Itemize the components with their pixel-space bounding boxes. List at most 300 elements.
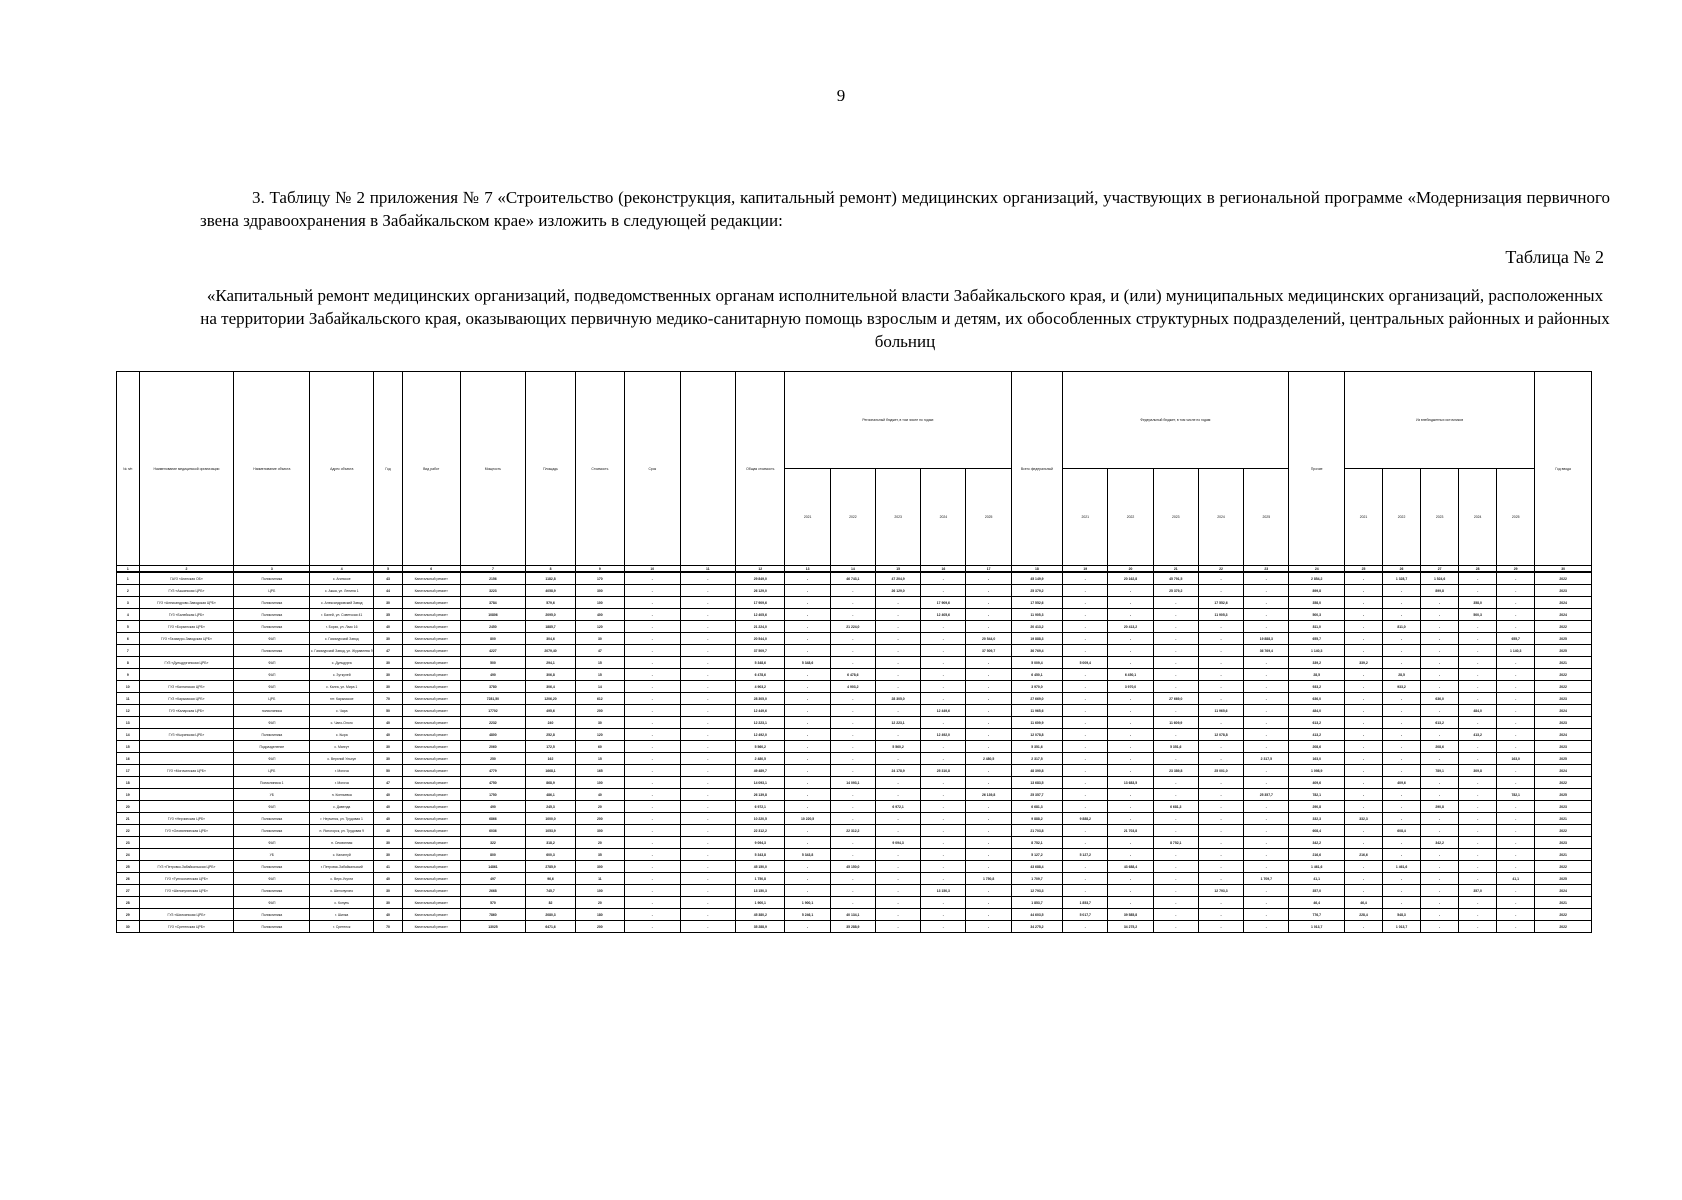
table-cell: - [1063, 825, 1108, 837]
table-cell: Капитальный ремонт [402, 741, 460, 753]
table-cell: - [1421, 909, 1459, 921]
table-cell: - [1153, 609, 1198, 621]
table-cell: 413,2 [1289, 729, 1345, 741]
table-cell: 6 450,1 [1108, 669, 1153, 681]
table-cell: - [1421, 753, 1459, 765]
table-cell: 12 793,3 [1198, 885, 1243, 897]
table-cell: - [921, 693, 966, 705]
table-cell: - [966, 572, 1011, 585]
table-cell: - [1063, 837, 1108, 849]
table-cell: - [1244, 621, 1289, 633]
table-cell: 35 288,9 [830, 921, 875, 933]
table-cell: 12 449,6 [736, 705, 785, 717]
table-cell: Капитальный ремонт [402, 645, 460, 657]
table-cell: 484,0 [1459, 705, 1497, 717]
table-cell: - [830, 645, 875, 657]
table-cell: - [1108, 741, 1153, 753]
table-cell: - [1063, 645, 1108, 657]
table-cell: - [1497, 597, 1535, 609]
table-row [117, 657, 1592, 669]
table-cell: с. Калга, ул. Мира 1 [310, 681, 374, 693]
table-cell: 21 224,0 [736, 621, 785, 633]
table-cell: - [1383, 657, 1421, 669]
table-row [117, 885, 1592, 897]
data-table [116, 371, 1592, 933]
table-cell: - [1383, 837, 1421, 849]
table-cell [139, 669, 234, 681]
table-cell: 357,0 [1459, 885, 1497, 897]
table-cell: с. Копунь [310, 897, 374, 909]
table-cell: 11 [117, 693, 140, 705]
table-cell: Капитальный ремонт [402, 885, 460, 897]
table-cell: 16 [117, 753, 140, 765]
table-cell: 30 [575, 633, 624, 645]
table-cell: - [966, 741, 1011, 753]
table-cell: - [1459, 717, 1497, 729]
table-cell: - [625, 909, 681, 921]
table-cell: 30 [374, 681, 403, 693]
table-cell: 1 853,7 [1063, 897, 1108, 909]
table-cell: 30 [374, 597, 403, 609]
table-cell: 933,2 [1289, 681, 1345, 693]
table-cell: - [1244, 572, 1289, 585]
table-cell: - [625, 837, 681, 849]
table-cell: - [1459, 837, 1497, 849]
table-cell: ГУЗ «Сретенская ЦРБ» [139, 921, 234, 933]
table-cell: - [1244, 585, 1289, 597]
table-cell: - [966, 825, 1011, 837]
table-cell: 9 888,2 [1063, 813, 1108, 825]
table-cell: - [966, 717, 1011, 729]
table-cell: с. Чара [310, 705, 374, 717]
table-cell: Поликлиника [234, 609, 310, 621]
table-cell: - [1459, 645, 1497, 657]
table-cell: - [1459, 669, 1497, 681]
table-cell: - [1198, 825, 1243, 837]
table-row [117, 921, 1592, 933]
table-cell: 40 [575, 789, 624, 801]
table-cell: - [966, 681, 1011, 693]
table-cell: поликлиника [234, 705, 310, 717]
table-cell: 17 552,6 [1011, 597, 1062, 609]
table-cell: 25 379,2 [1153, 585, 1198, 597]
table-cell: 50 [374, 705, 403, 717]
header-group-other: Из внебюджетных источников [1344, 372, 1534, 469]
table-cell: Капитальный ремонт [402, 813, 460, 825]
table-cell: 30 [575, 717, 624, 729]
table-cell: - [1063, 609, 1108, 621]
table-cell: - [1108, 729, 1153, 741]
table-cell: 25 357,7 [1011, 789, 1062, 801]
table-cell: - [1153, 921, 1198, 933]
table-cell: - [1244, 777, 1289, 789]
table-cell: 782,1 [1289, 789, 1345, 801]
header-year-cell: 2025 [1497, 469, 1535, 566]
table-cell: 21 703,8 [1011, 825, 1062, 837]
table-cell: 1 900,1 [736, 897, 785, 909]
table-cell: - [1153, 597, 1198, 609]
table-cell: 2022 [1535, 572, 1592, 585]
page-number: 9 [836, 86, 846, 105]
table-cell: - [875, 669, 920, 681]
table-cell: - [1108, 765, 1153, 777]
table-cell: 500,3 [1459, 609, 1497, 621]
table-cell: 358,0 [1289, 597, 1345, 609]
table-cell: 34 275,2 [1108, 921, 1153, 933]
table-cell: 10806 [460, 609, 526, 621]
table-cell: - [1344, 801, 1382, 813]
table-cell: - [875, 681, 920, 693]
table-cell: 12 078,8 [1011, 729, 1062, 741]
table-cell: - [1063, 921, 1108, 933]
table-cell [139, 753, 234, 765]
table-cell: 570 [460, 897, 526, 909]
table-cell: - [875, 729, 920, 741]
table-cell: 5 017,7 [1063, 909, 1108, 921]
table-cell: 2024 [1535, 597, 1592, 609]
table-cell: 23 [117, 837, 140, 849]
table-cell: - [966, 849, 1011, 861]
table-cell: УБ [234, 849, 310, 861]
table-cell: - [1344, 837, 1382, 849]
table-cell: 41 [374, 861, 403, 873]
table-cell: - [1344, 585, 1382, 597]
table-cell: - [1383, 849, 1421, 861]
table-cell: - [1421, 609, 1459, 621]
table-cell: - [680, 657, 736, 669]
table-cell: - [1198, 921, 1243, 933]
table-cell: 40 [374, 801, 403, 813]
table-cell: 5 [117, 621, 140, 633]
table-cell: 250 [460, 753, 526, 765]
table-cell: - [1344, 693, 1382, 705]
table-cell: Поликлиника [234, 885, 310, 897]
table-cell: - [625, 873, 681, 885]
table-cell: - [1108, 597, 1153, 609]
table-cell: - [1244, 681, 1289, 693]
table-cell: - [1459, 897, 1497, 909]
table-cell: - [1063, 693, 1108, 705]
column-number: 9 [575, 566, 624, 573]
table-cell: - [1421, 777, 1459, 789]
table-cell: п. Оловянная [310, 837, 374, 849]
table-cell: - [1344, 921, 1382, 933]
table-cell: 4 [117, 609, 140, 621]
table-cell: Капитальный ремонт [402, 705, 460, 717]
table-cell: 490 [460, 669, 526, 681]
table-cell: - [1383, 801, 1421, 813]
table-cell: 5 009,4 [1063, 657, 1108, 669]
table-cell: - [785, 585, 830, 597]
table-cell: - [1063, 873, 1108, 885]
table-cell: ЦРБ [234, 585, 310, 597]
table-cell: 40 134,1 [830, 909, 875, 921]
column-number: 2 [139, 566, 234, 573]
table-cell [139, 837, 234, 849]
table-cell: с. Дульдурга [310, 657, 374, 669]
table-cell: - [785, 765, 830, 777]
table-cell: 15 [575, 753, 624, 765]
column-number: 15 [875, 566, 920, 573]
table-cell: 6 450,1 [1011, 669, 1062, 681]
table-cell: - [1198, 897, 1243, 909]
table-cell: 332,3 [1344, 813, 1382, 825]
table-cell: Подразделение [234, 741, 310, 753]
table-cell: - [921, 585, 966, 597]
table-cell: 2450 [460, 621, 526, 633]
table-cell: - [680, 633, 736, 645]
table-cell: 8 752,1 [1153, 837, 1198, 849]
table-cell: 70 [374, 921, 403, 933]
table-cell: 6 972,1 [875, 801, 920, 813]
table-cell: - [830, 801, 875, 813]
table-cell: ГУЗ «Александрово-Заводская ЦРБ» [139, 597, 234, 609]
table-cell: - [921, 813, 966, 825]
table-cell: 200 [575, 705, 624, 717]
table-cell: - [875, 813, 920, 825]
table-cell: ГУЗ «Каларская ЦРБ» [139, 705, 234, 717]
table-cell: - [680, 729, 736, 741]
table-cell: 208,6 [1289, 741, 1345, 753]
table-row [117, 681, 1592, 693]
table-cell: - [830, 813, 875, 825]
table-cell: - [1421, 825, 1459, 837]
table-cell: 9 [117, 669, 140, 681]
table-cell: - [625, 621, 681, 633]
column-number: 22 [1198, 566, 1243, 573]
column-number: 7 [460, 566, 526, 573]
table-cell: г. Могоча [310, 765, 374, 777]
table-cell: 6 478,6 [736, 669, 785, 681]
table-cell: - [680, 693, 736, 705]
table-cell: - [1459, 801, 1497, 813]
table-cell: 495,6 [526, 705, 575, 717]
table-cell: 2022 [1535, 909, 1592, 921]
table-cell: ФАП [234, 633, 310, 645]
table-cell: - [680, 585, 736, 597]
table-cell: - [966, 621, 1011, 633]
table-cell: 4058,9 [526, 585, 575, 597]
table-cell: 789,1 [1421, 765, 1459, 777]
table-cell: - [1244, 729, 1289, 741]
table-cell: 11 965,6 [1011, 705, 1062, 717]
table-cell: - [1344, 717, 1382, 729]
table-cell: 933,2 [1383, 681, 1421, 693]
table-cell: - [1421, 873, 1459, 885]
table-cell: - [1063, 801, 1108, 813]
table-cell: - [1497, 585, 1535, 597]
table-cell: - [875, 645, 920, 657]
table-cell: 40 [374, 729, 403, 741]
table-cell: 12 449,6 [921, 705, 966, 717]
table-cell: - [921, 669, 966, 681]
table-cell: 2022 [1535, 669, 1592, 681]
table-cell: - [1108, 897, 1153, 909]
table-cell: 240 [526, 717, 575, 729]
table-cell: - [680, 861, 736, 873]
table-cell: 26 139,8 [966, 789, 1011, 801]
table-cell: - [1198, 849, 1243, 861]
table-cell: - [680, 609, 736, 621]
table-cell: - [1497, 717, 1535, 729]
table-cell: - [625, 861, 681, 873]
table-cell: 1 328,7 [1383, 572, 1421, 585]
table-cell: 6036 [460, 825, 526, 837]
table-cell: - [1108, 753, 1153, 765]
table-cell: - [1153, 729, 1198, 741]
table-cell: - [1108, 705, 1153, 717]
table-cell: - [1198, 681, 1243, 693]
table-cell: ГУЗ «Оловяннинская ЦРБ» [139, 825, 234, 837]
table-cell: 49 489,7 [736, 765, 785, 777]
table-cell: 30 [374, 633, 403, 645]
table-cell: - [1244, 861, 1289, 873]
table-cell: 2023 [1535, 837, 1592, 849]
table-cell: - [1344, 789, 1382, 801]
table-cell: 294,1 [526, 657, 575, 669]
table-cell: - [830, 609, 875, 621]
header-year-cell: 2025 [1244, 469, 1289, 566]
table-cell: - [1198, 693, 1243, 705]
table-cell: - [785, 693, 830, 705]
table-cell: Поликлиника [234, 645, 310, 657]
table-cell: 2 317,5 [1244, 753, 1289, 765]
table-cell: 342,2 [1421, 837, 1459, 849]
table-cell: - [1153, 873, 1198, 885]
table-cell: - [1383, 609, 1421, 621]
table-cell: 2023 [1535, 741, 1592, 753]
table-cell: 7860 [460, 909, 526, 921]
table-cell: - [875, 849, 920, 861]
table-cell: - [625, 753, 681, 765]
table-cell: - [1198, 741, 1243, 753]
table-cell: - [625, 693, 681, 705]
table-cell: Капитальный ремонт [402, 717, 460, 729]
table-cell: 28,5 [1289, 669, 1345, 681]
table-cell: 26 129,0 [736, 585, 785, 597]
table-cell: Поликлиника [234, 825, 310, 837]
table-cell: Капитальный ремонт [402, 633, 460, 645]
table-cell: - [1459, 657, 1497, 669]
table-cell: ФАП [234, 873, 310, 885]
table-cell: - [830, 597, 875, 609]
table-cell: - [1063, 741, 1108, 753]
table-cell: 2022 [1535, 621, 1592, 633]
table-cell: - [1459, 741, 1497, 753]
table-cell: 655,7 [1497, 633, 1535, 645]
table-row [117, 789, 1592, 801]
table-cell: - [1344, 572, 1382, 585]
table-cell: - [625, 729, 681, 741]
header-year-cell: 2024 [1459, 469, 1497, 566]
table-cell: 12 405,6 [736, 609, 785, 621]
table-cell: 40 [374, 813, 403, 825]
table-cell: - [1383, 741, 1421, 753]
table-cell: 10 [117, 681, 140, 693]
table-cell: 60 [575, 741, 624, 753]
table-cell: 745,7 [526, 885, 575, 897]
table-cell: 612 [575, 693, 624, 705]
table-cell: - [680, 753, 736, 765]
table-cell: - [875, 897, 920, 909]
table-cell: - [921, 837, 966, 849]
table-cell [139, 645, 234, 657]
header-year-cell: 2021 [1344, 469, 1382, 566]
table-cell: 2025 [1535, 873, 1592, 885]
table-cell: - [1344, 633, 1382, 645]
table-cell: - [1421, 645, 1459, 657]
table-cell: 45 380,2 [736, 909, 785, 921]
table-label: Таблица № 2 [1505, 247, 1604, 267]
table-cell: - [785, 789, 830, 801]
table-cell: с. Калангуй [310, 849, 374, 861]
column-number: 19 [1063, 566, 1108, 573]
table-cell: 318,2 [526, 837, 575, 849]
table-cell: 27 669,0 [1153, 693, 1198, 705]
table-cell: - [1244, 741, 1289, 753]
table-cell: 96,6 [526, 873, 575, 885]
table-cell: - [966, 861, 1011, 873]
table-cell: 11 609,9 [1011, 717, 1062, 729]
table-row [117, 837, 1592, 849]
table-cell: 600,3 [526, 849, 575, 861]
table-cell: ГАУЗ «Агинская ОБ» [139, 572, 234, 585]
table-cell: 25 357,7 [1244, 789, 1289, 801]
table-cell: 20 544,0 [966, 633, 1011, 645]
table-cell: - [1459, 873, 1497, 885]
table-cell: - [1459, 693, 1497, 705]
table-cell: 120 [575, 729, 624, 741]
table-cell: 899,8 [1289, 585, 1345, 597]
table-cell: 5 560,2 [875, 741, 920, 753]
table-cell: - [966, 885, 1011, 897]
table-cell: ФАП [234, 669, 310, 681]
table-cell: - [875, 825, 920, 837]
table-cell: - [1497, 681, 1535, 693]
table-cell: - [1459, 849, 1497, 861]
table-cell: - [1198, 585, 1243, 597]
table-cell: 1 013,7 [1289, 921, 1345, 933]
table-cell: 35 [575, 849, 624, 861]
table-cell: 12 793,3 [1011, 885, 1062, 897]
table-cell: 2025 [1535, 633, 1592, 645]
table-cell: 30 [374, 897, 403, 909]
table-cell: 13 683,5 [1011, 777, 1062, 789]
table-cell: 30 [374, 837, 403, 849]
table-cell: 162 [526, 753, 575, 765]
table-cell: Капитальный ремонт [402, 585, 460, 597]
table-cell: Поликлиника [234, 621, 310, 633]
table-cell: с. Газимурский Завод [310, 633, 374, 645]
table-cell: - [785, 861, 830, 873]
table-cell: г. Борзя, ул. Лазо 16 [310, 621, 374, 633]
table-cell: - [1153, 705, 1198, 717]
header-total: Общая стоимость [736, 372, 785, 566]
column-number: 12 [736, 566, 785, 573]
table-cell: 216,6 [1344, 849, 1382, 861]
table-cell: 409,6 [1289, 777, 1345, 789]
table-cell: 27 669,0 [1011, 693, 1062, 705]
column-number: 24 [1289, 566, 1345, 573]
table-cell: - [1344, 765, 1382, 777]
table-cell: - [1421, 657, 1459, 669]
table-cell: 5 127,2 [1011, 849, 1062, 861]
table-row [117, 873, 1592, 885]
table-cell: - [830, 717, 875, 729]
table-cell: - [1383, 765, 1421, 777]
table-cell: 811,0 [1289, 621, 1345, 633]
table-cell: 2021 [1535, 897, 1592, 909]
